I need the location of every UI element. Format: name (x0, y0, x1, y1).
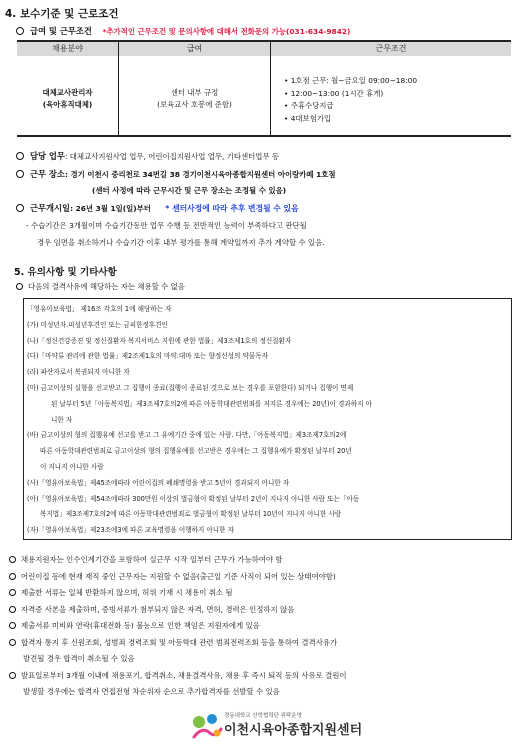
place-text: : 경기 이천시 중리천로 34번길 38 경기이천시육아종합지원센터 아이랑카페 1호점 (64, 170, 336, 179)
list-item: (자)「영유아보육법」제23조에3에 따른 교육명령을 이행하지 아니한 자 (27, 526, 235, 535)
table-header-conditions: 근무조건 (271, 42, 511, 56)
probation-line-1: - 수습기간은 3개월이며 수습기간동안 업무 수행 등 전반적인 능력이 부족하다고 판단될 (26, 221, 307, 230)
field-line-1: 대체교사관리자 (42, 88, 93, 97)
duty-row (16, 150, 279, 162)
list-item: (바) 금고이상의 형의 집행유예 선고를 받고 그 유예기간 중에 있는 사람. 다만,「아동복지법」제3조제7호의2에 (27, 431, 347, 440)
circle-bullet-icon (9, 589, 16, 596)
list-item: 채용지원자는 인수인계기간을 포함하여 실근무 시작 일부터 근무가 가능하여야 함 (9, 552, 347, 569)
list-item: 합격자 통지 후 신원조회, 성범죄 경력조회 및 아동학대 관련 범죄전력조회 등을 통하여 결격사유가 (9, 635, 347, 652)
place-label: 근무 장소 (30, 169, 65, 179)
center-logo-icon (190, 711, 224, 743)
list-item: 발표일로부터 3개월 이내에 채용포기, 합격취소, 채용결격사유, 채용 후 즉시 퇴직 등의 사유로 결원이 (9, 668, 347, 685)
circle-bullet-icon (16, 152, 24, 160)
probation-line-2: 경우 임면을 취소하거나 수습기간 이후 내부 평가를 통해 계약일까지 추가 계약할 수 있음. (37, 238, 325, 247)
condition-item: • 1호점 근무: 월~금요일 09:00~18:00 (284, 76, 418, 85)
section5-title: 5. 유의사항 및 기타사항 (14, 267, 117, 278)
circle-bullet-icon (9, 639, 16, 646)
footer-operator: 경동대학교 산학협력단 위탁운영 (224, 713, 302, 719)
list-item: 이 지나지 아니한 사람 (40, 462, 104, 471)
field-line-2: (육아휴직대체) (42, 100, 93, 109)
pay-label: 급여 및 근무조건 (30, 26, 92, 36)
circle-bullet-icon (16, 27, 24, 35)
footer-org-name: 이천시육아종합지원센터 (224, 723, 363, 738)
pay-heading (16, 25, 350, 37)
start-note: * 센터사정에 따라 추후 변경될 수 있음 (165, 204, 299, 213)
table-cell-field (17, 87, 118, 111)
list-item: 복지법」제3조제7호의2에 따른 아동학대관련범죄로 벌금형이 확정된 날부터 10년이 지나지 아니한 사람 (40, 510, 342, 519)
start-text: : 26년 3월 1일(일)부터 (70, 204, 151, 213)
footer-logo (190, 711, 224, 747)
circle-bullet-icon (9, 672, 16, 679)
list-item: 니한 자 (51, 415, 73, 424)
pay-line-1: 센터 내부 규정 (170, 88, 219, 97)
list-item: 자격증 사본을 제출하며, 증빙서류가 첨부되지 않은 자격, 면허, 경력은 인정하지 않음 (9, 602, 347, 619)
list-item: (다)「마약류 관리에 관한 법률」제2조제1호의 마약.대마 또는 향정신성의 약물독자 (27, 352, 268, 361)
condition-item: • 주휴수당지급 (284, 101, 334, 110)
list-item: (나)「정신건강증진 및 정신질환자 복지서비스 지원에 관한 법률」제3조제1호의 정신질환자 (27, 336, 292, 345)
place-row (16, 168, 336, 180)
list-item: (가) 미성년자.피성년후견인 또는 금피한정후견인 (27, 320, 168, 329)
list-item: 「영유아보육법」 제16조 각호의 1에 해당하는 자 (27, 305, 172, 313)
place-note: (센터 사정에 따라 근무시간 및 근무 장소는 조정될 수 있음) (92, 186, 287, 195)
disqualification-list (27, 302, 372, 539)
duty-text: : 대체교사지원사업 업무, 어린이집지원사업 업무, 기타센터업무 등 (64, 152, 280, 161)
circle-bullet-icon (9, 573, 16, 580)
condition-item: • 4대보험가입 (284, 113, 332, 123)
circle-bullet-icon (16, 283, 23, 290)
list-item: 발생할 경우에는 합격자 면접전형 차순위자 순으로 추가합격자를 선발할 수 있음 (23, 687, 280, 696)
table-header-pay: 급여 (119, 42, 270, 56)
table-cell-conditions (284, 75, 417, 125)
pay-line-2: (보육교사 호봉에 준함) (157, 100, 232, 109)
duty-label: 담당 업무 (30, 151, 65, 161)
circle-bullet-icon (9, 556, 16, 563)
disqualification-box (23, 298, 512, 540)
table-header-field: 채용분야 (17, 42, 118, 56)
table-cell-pay (119, 87, 270, 111)
circle-bullet-icon (16, 170, 24, 178)
list-item: 어린이집 등에 현재 재직 중인 근무자는 지원할 수 없음(출근일 기준 사직이 되어 있는 상태여야함) (9, 569, 347, 586)
list-item: (사)「영유아보육법」제45조에따라 어린이집의 폐쇄명령을 받고 5년이 경과되지 아니한 자 (27, 478, 290, 487)
list-item: (아)「영유아보육법」제54조에따라 300만원 이상의 벌금형이 확정된 날부터 2년이 지나지 아니한 사람 또는「아동 (27, 494, 360, 503)
section5-intro: 다음의 결격사유에 해당하는 자는 채용할 수 없음 (16, 281, 185, 292)
circle-bullet-icon (9, 622, 16, 629)
list-item: 된 날부터 5년「아동복지법」제3조제7호의2에 따른 아동학대관련범죄를 저지른 경우에는 20년)이 경과하지 아 (51, 399, 372, 408)
circle-bullet-icon (9, 606, 16, 613)
list-item: 따른 아동학대관련범죄로 금고이상의 형의 집행유예를 선고받은 경우에는 그 집행유예가 확정된 날부터 20년 (40, 447, 352, 456)
start-row (16, 202, 299, 214)
list-item: 제출한 서류는 일체 반환하지 않으며, 허위 기재 시 채용이 취소 됨 (9, 585, 347, 602)
notes-list (9, 552, 347, 701)
start-label: 근무개시일 (30, 203, 71, 213)
pay-note: *추가적인 근무조건 및 문의사항에 대해서 전화문의 가능(031-634-9842) (102, 27, 351, 36)
list-item: (라) 파산자로서 복권되지 아니한 자 (27, 368, 130, 377)
section4-title: 4. 보수기준 및 근로조건 (5, 8, 119, 20)
list-item: 제출서류 미비와 연락(휴대전화 등) 불능으로 인한 책임은 지원자에게 있음 (9, 618, 347, 635)
condition-item: • 12:00~13:00 (1시간 휴게) (284, 88, 384, 98)
list-item: 발견될 경우 합격이 취소될 수 있음 (23, 654, 135, 663)
circle-bullet-icon (16, 204, 24, 212)
list-item: (마) 금고이상의 실형을 선고받고 그 집행이 종료(집행이 종료된 것으로 보는 경우를 포함한다) 되거나 집행이 면제 (27, 383, 354, 392)
